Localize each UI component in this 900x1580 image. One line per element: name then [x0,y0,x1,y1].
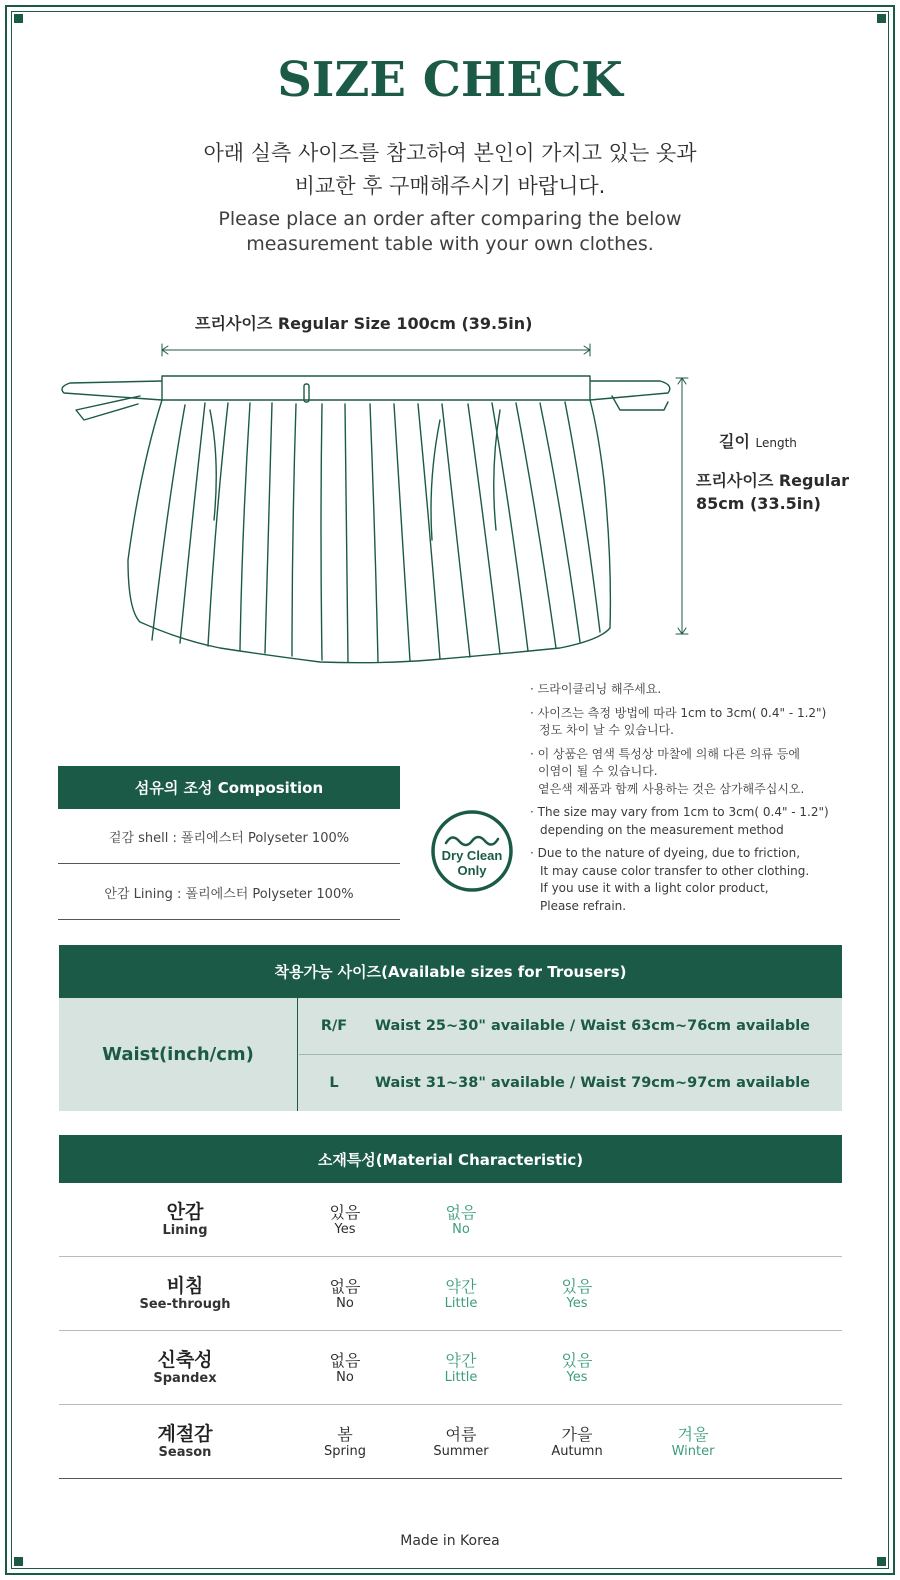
material-row-spandex [59,1331,842,1405]
label-ko: 계절감 [157,1423,213,1445]
size-code: L [329,1075,339,1091]
option-en: Winter [671,1443,715,1459]
note-line: · Due to the nature of dyeing, due to friction, [530,846,801,860]
option-ko: 있음 [561,1350,593,1370]
material-row-lining [59,1183,842,1257]
dry-clean-text-2: Only [457,863,487,878]
composition-lining: 안감 Lining : 폴리에스터 Polyseter 100% [58,865,400,920]
label-en: See-through [139,1297,231,1312]
available-row-rf [299,998,842,1054]
option-selected [285,1257,405,1331]
label-ko: 신축성 [157,1349,213,1371]
available-sizes-header: 착용가능 사이즈(Available sizes for Trousers) [59,945,842,998]
page-title: SIZE CHECK [277,52,623,108]
row-label [125,1257,245,1331]
row-label [125,1405,245,1479]
skirt-diagram [0,0,900,680]
length-title-en: Length [755,436,797,450]
row-label [125,1331,245,1405]
option-ko: 없음 [329,1276,361,1296]
option-ko: 겨울 [677,1424,709,1444]
option-en: Little [444,1369,478,1385]
option-unselected [517,1331,637,1405]
option-ko: 여름 [445,1424,477,1444]
korean-intro-line-1: 아래 실측 사이즈를 참고하여 본인이 가지고 있는 옷과 [203,141,697,165]
size-range: Waist 25~30" available / Waist 63cm~76cm available [375,1018,811,1034]
option-selected [401,1405,521,1479]
note-line: 옅은색 제품과 함께 사용하는 것은 삼가해주십시오. [538,781,805,796]
composition-shell: 겉감 shell : 폴리에스터 Polyseter 100% [58,809,400,864]
option-selected [285,1405,405,1479]
corner-bottom-left [14,1557,23,1566]
note-line: · 사이즈는 측정 방법에 따라 1cm to 3cm( 0.4" - 1.2") [530,705,827,720]
option-ko: 약간 [445,1276,477,1296]
note-line: 정도 차이 날 수 있습니다. [539,723,674,737]
option-selected [285,1331,405,1405]
dry-clean-text-1: Dry Clean [441,848,503,863]
material-row-see-through [59,1257,842,1331]
option-en: No [336,1369,354,1385]
option-en: No [452,1221,470,1237]
dry-clean-icon [430,809,514,897]
option-ko: 봄 [337,1424,353,1444]
option-unselected [401,1331,521,1405]
option-en: Autumn [551,1443,603,1459]
note-line: · 드라이클리닝 해주세요. [530,682,662,696]
note-line: depending on the measurement method [540,822,784,837]
width-measurement-label: 프리사이즈 Regular Size 100cm (39.5in) [195,314,533,333]
option-en: Yes [566,1369,588,1385]
size-range: Waist 31~38" available / Waist 79cm~97cm available [375,1075,811,1091]
material-header: 소재특성(Material Characteristic) [59,1135,842,1183]
option-ko: 없음 [445,1202,477,1222]
note-line: · 이 상품은 염색 특성상 마찰에 의해 다른 의류 등에 [530,746,800,761]
note-line: If you use it with a light color product, [540,881,769,895]
note-line: Please refrain. [540,898,627,913]
english-intro-line-1: Please place an order after comparing the below [218,208,682,230]
care-notes [530,681,870,915]
length-title-ko: 길이 [719,432,750,451]
made-in-label: Made in Korea [400,1533,500,1549]
length-value [696,469,849,515]
option-unselected [401,1183,521,1257]
available-row-l [299,1055,842,1111]
option-ko: 가을 [561,1424,593,1444]
length-value-line-2: 85cm (33.5in) [696,494,821,513]
option-unselected [401,1257,521,1331]
option-unselected [517,1257,637,1331]
length-title [719,429,797,452]
option-selected [285,1183,405,1257]
option-en: No [336,1295,354,1311]
waist-label: Waist(inch/cm) [59,998,298,1111]
option-en: Little [444,1295,478,1311]
option-en: Spring [324,1443,366,1459]
label-en: Lining [162,1223,208,1238]
label-ko: 비침 [166,1275,204,1297]
option-ko: 약간 [445,1350,477,1370]
label-ko: 안감 [166,1201,204,1223]
length-value-line-1: 프리사이즈 Regular [696,471,850,490]
option-en: Summer [433,1443,489,1459]
size-code: R/F [320,1018,348,1034]
label-en: Season [158,1445,212,1460]
option-selected [517,1405,637,1479]
note-line: · The size may vary from 1cm to 3cm( 0.4" - 1.2") [530,805,829,819]
english-intro-line-2: measurement table with your own clothes. [246,233,654,255]
row-label [125,1183,245,1257]
available-sizes-table [59,998,842,1111]
korean-intro-line-2: 비교한 후 구매해주시기 바랍니다. [294,174,606,198]
option-ko: 있음 [561,1276,593,1296]
option-en: Yes [566,1295,588,1311]
option-unselected [633,1405,753,1479]
option-ko: 있음 [329,1202,361,1222]
note-line: 이염이 될 수 있습니다. [538,764,658,778]
option-en: Yes [334,1221,356,1237]
option-ko: 없음 [329,1350,361,1370]
material-row-season [59,1405,842,1479]
corner-bottom-right [877,1557,886,1566]
note-line: It may cause color transfer to other clothing. [540,863,810,878]
composition-header: 섬유의 조성 Composition [58,766,400,809]
label-en: Spandex [153,1371,217,1386]
